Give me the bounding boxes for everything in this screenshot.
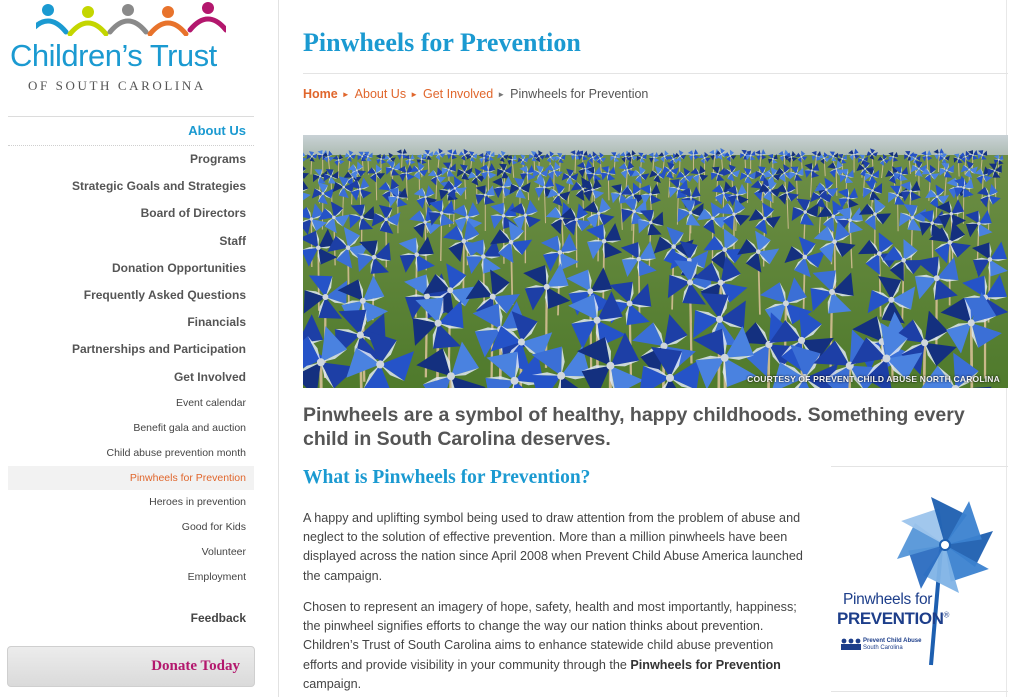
nav-section-about-us[interactable]: About Us <box>188 123 246 138</box>
trademark-symbol: ® <box>943 610 950 620</box>
section-heading: What is Pinwheels for Prevention? <box>303 467 591 488</box>
nav-sub-pinwheels[interactable]: Pinwheels for Prevention <box>8 466 254 491</box>
hero-image <box>303 135 1008 388</box>
feedback-link[interactable]: Feedback <box>190 611 246 625</box>
logo-organization <box>863 638 921 652</box>
nav-sub-event-calendar[interactable]: Event calendar <box>175 396 246 409</box>
org-line-1: Prevent Child Abuse <box>863 638 922 644</box>
nav-item-strategic-goals[interactable]: Strategic Goals and Strategies <box>71 179 246 194</box>
people-logo-icon <box>36 2 226 36</box>
paragraph-text: campaign. <box>303 676 362 691</box>
side-navigation <box>8 116 254 590</box>
nav-sub-good-for-kids[interactable]: Good for Kids <box>181 521 246 534</box>
campaign-name: Pinwheels for Prevention <box>630 657 781 672</box>
logo-prevention-word: PREVENTION <box>837 609 944 628</box>
paragraph-text: Chosen to represent an imagery of hope, safety, health and most importantly, happiness; the pinwheel signifies efforts to change the way our nation thinks about prevention. Children’s Trust of South Carolina aims to enhance statewide child abuse prevention efforts and provide visibility in your community through the <box>303 600 797 672</box>
nav-item-programs[interactable]: Programs <box>189 152 246 166</box>
lead-statement: Pinwheels are a symbol of healthy, happy childhoods. Something every child in South Carolina deserves. <box>303 404 965 450</box>
nav-item-partnerships[interactable]: Partnerships and Participation <box>71 342 246 357</box>
nav-item-financials[interactable]: Financials <box>187 315 246 330</box>
org-line-2: South Carolina <box>863 645 903 651</box>
breadcrumb-arrow-icon: ► <box>410 90 418 99</box>
pinwheel-field-photo <box>303 135 1008 388</box>
prevent-child-abuse-icon <box>841 639 861 650</box>
nav-sub-benefit-gala[interactable]: Benefit gala and auction <box>133 421 246 434</box>
nav-sub-prevention-month[interactable]: Child abuse prevention month <box>106 446 246 459</box>
logo-line-1: Pinwheels for <box>843 591 933 608</box>
breadcrumb <box>303 87 648 101</box>
breadcrumb-current: Pinwheels for Prevention <box>510 87 649 101</box>
nav-item-donation-opportunities[interactable]: Donation Opportunities <box>112 260 246 275</box>
breadcrumb-home[interactable]: Home <box>303 87 338 101</box>
pinwheels-for-prevention-logo <box>833 487 1006 669</box>
column-divider <box>278 0 279 697</box>
nav-item-get-involved[interactable]: Get Involved <box>173 369 246 384</box>
paragraph-intro: A happy and uplifting symbol being used to draw attention from the problem of abuse and neglect to the solution of effective prevention. More than a million pinwheels have been displayed across the nation since April 2008 when Prevent Child Abuse America launched the campaign. <box>303 511 803 583</box>
title-divider <box>303 73 1008 74</box>
nav-sub-heroes[interactable]: Heroes in prevention <box>149 496 246 509</box>
breadcrumb-about-us[interactable]: About Us <box>354 87 407 101</box>
breadcrumb-arrow-icon: ► <box>341 90 350 99</box>
donate-button[interactable]: Donate Today <box>7 646 255 687</box>
site-logo[interactable] <box>8 2 254 102</box>
page-title: Pinwheels for Prevention <box>303 28 581 57</box>
sidebar-divider <box>831 691 1008 692</box>
sidebar-divider <box>831 466 1008 467</box>
nav-item-board[interactable]: Board of Directors <box>140 206 246 221</box>
logo-line-2 <box>837 609 949 629</box>
logo-subtitle: OF SOUTH CAROLINA <box>28 78 206 93</box>
paragraph-purpose <box>303 598 803 694</box>
nav-item-faq[interactable]: Frequently Asked Questions <box>83 288 246 303</box>
nav-sub-volunteer[interactable]: Volunteer <box>201 546 246 559</box>
photo-credit: COURTESY OF PREVENT CHILD ABUSE NORTH CAROLINA <box>747 374 1000 384</box>
breadcrumb-get-involved[interactable]: Get Involved <box>423 87 494 101</box>
nav-item-staff[interactable]: Staff <box>219 233 246 248</box>
nav-sub-employment[interactable]: Employment <box>187 571 246 584</box>
logo-title: Children’s Trust <box>10 38 217 73</box>
sidebar <box>0 0 262 697</box>
breadcrumb-arrow-icon: ► <box>497 90 506 99</box>
